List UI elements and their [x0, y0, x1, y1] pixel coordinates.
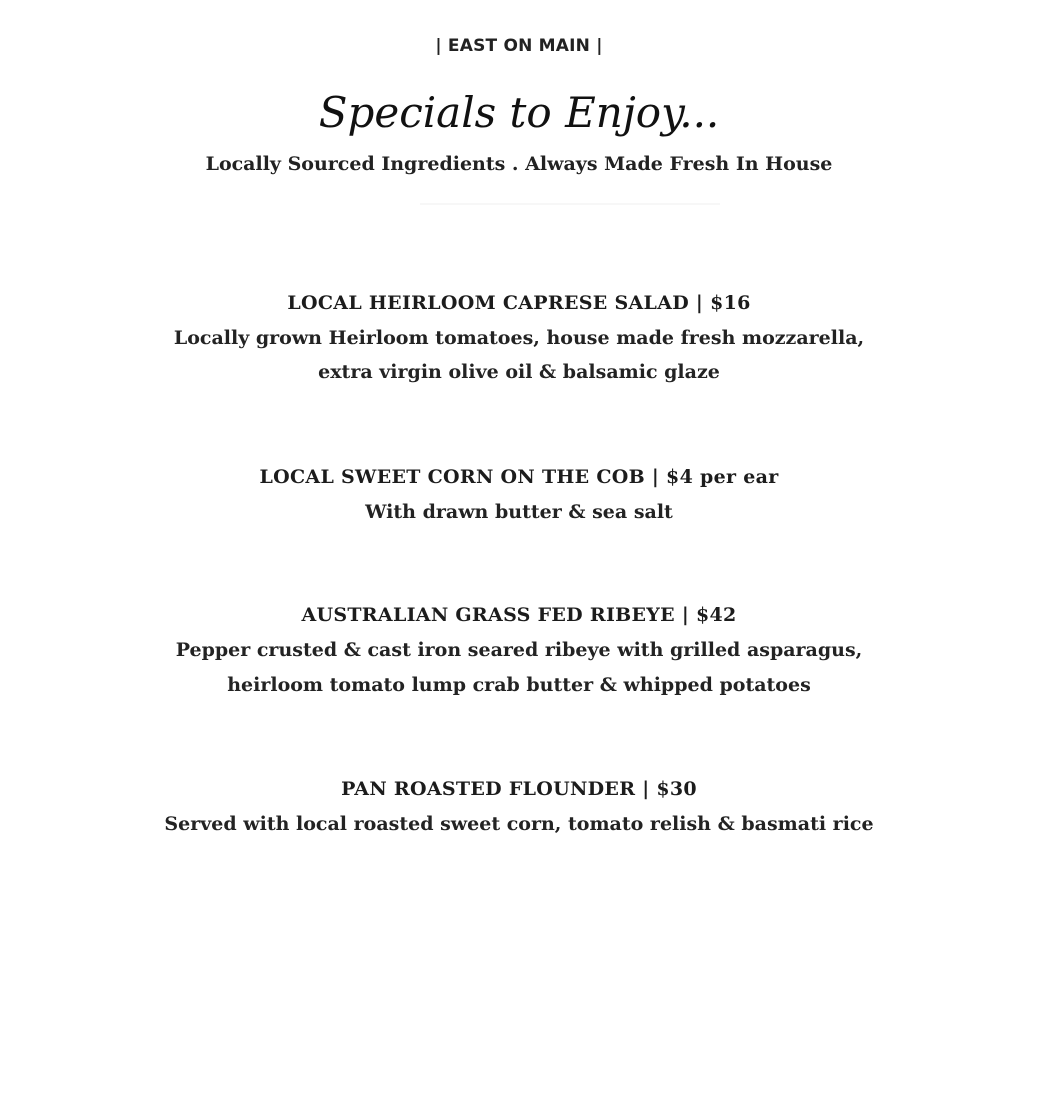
special-description-line: heirloom tomato lump crab butter & whipped potatoes	[227, 674, 811, 696]
special-title-sweet-corn: LOCAL SWEET CORN ON THE COB | $4 per ear	[259, 466, 779, 488]
special-description-line: Locally grown Heirloom tomatoes, house made fresh mozzarella,	[173, 327, 865, 349]
divider	[420, 203, 720, 205]
special-description-line: Served with local roasted sweet corn, tomato relish & basmati rice	[164, 813, 874, 835]
special-description-line: extra virgin olive oil & balsamic glaze	[318, 361, 720, 383]
special-description-line: Pepper crusted & cast iron seared ribeye with grilled asparagus,	[175, 639, 863, 661]
specials-headline: Specials to Enjoy...	[318, 88, 720, 137]
tagline: Locally Sourced Ingredients . Always Made Fresh In House	[205, 153, 833, 175]
venue-name: | EAST ON MAIN |	[435, 36, 603, 56]
special-title-flounder: PAN ROASTED FLOUNDER | $30	[341, 778, 697, 800]
special-title-ribeye: AUSTRALIAN GRASS FED RIBEYE | $42	[301, 604, 737, 626]
special-title-caprese: LOCAL HEIRLOOM CAPRESE SALAD | $16	[287, 292, 751, 314]
special-description-line: With drawn butter & sea salt	[365, 501, 673, 523]
